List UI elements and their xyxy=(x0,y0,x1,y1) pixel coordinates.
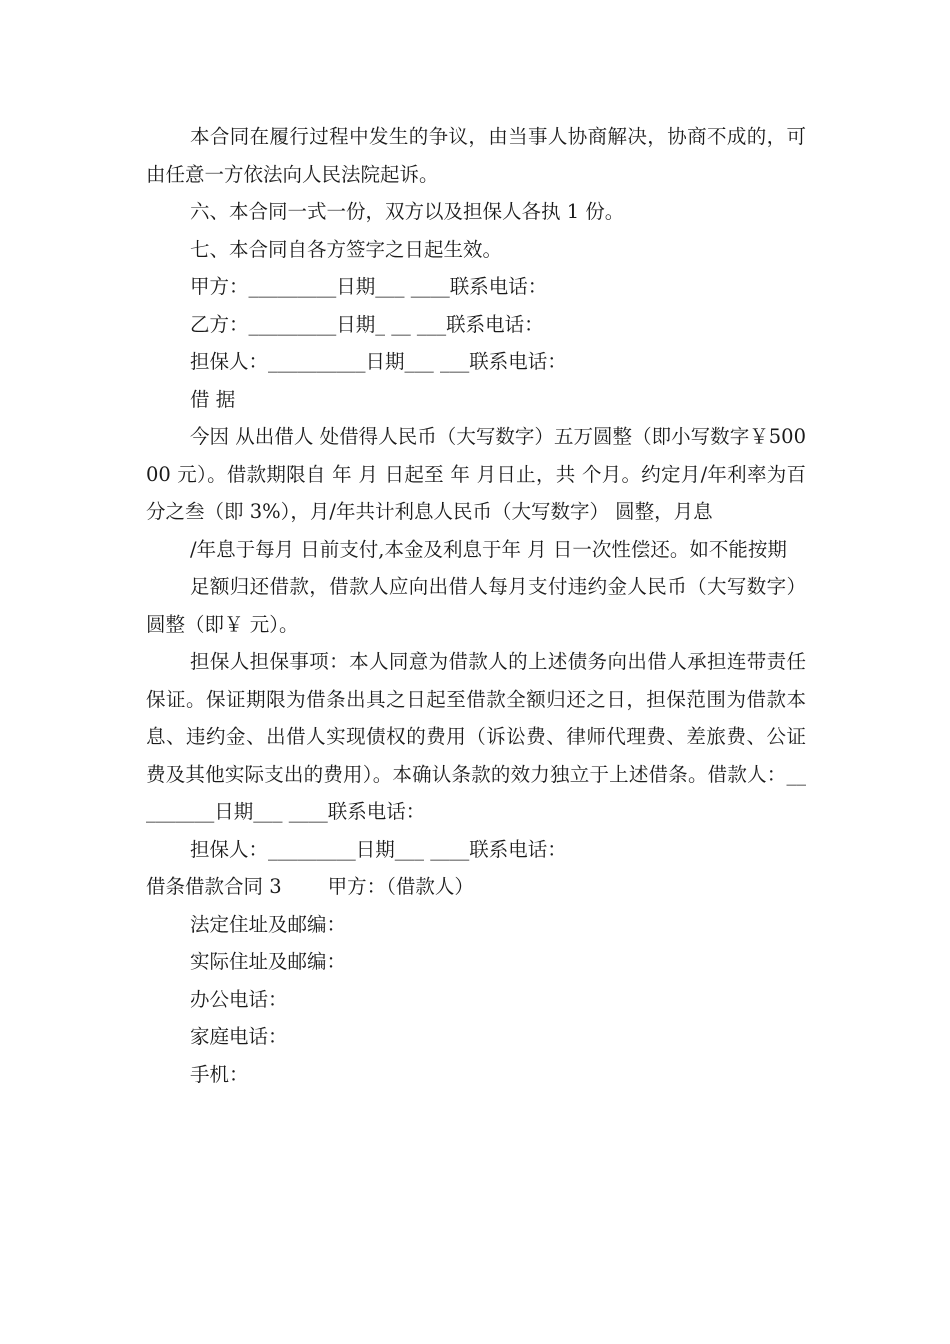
effective-clause: 七、本合同自各方签字之日起生效。 xyxy=(190,237,503,261)
guarantor-signature-line-2: 担保人：_________日期___ ____联系电话： xyxy=(190,837,567,861)
dispute-clause: 本合同在履行过程中发生的争议，由当事人协商解决，协商不成的，可由任意一方依法向人民法院起诉。 xyxy=(146,125,806,186)
party-a-signature-line: 甲方：_________日期___ ____联系电话： xyxy=(190,275,548,298)
contract-3-title: 借条借款合同 3 xyxy=(146,875,282,898)
legal-address-field: 法定住址及邮编： xyxy=(190,912,347,936)
mobile-phone-field: 手机： xyxy=(190,1062,249,1086)
iou-default-penalty: 足额归还借款，借款人应向出借人每月支付违约金人民币（大写数字）圆整（即￥ 元）。 xyxy=(146,575,806,636)
iou-interest-payment: /年息于每月 日前支付,本金及利息于年 月 日一次性偿还。如不能按期 xyxy=(190,537,787,561)
iou-body: 今因 从出借人 处借得人民币（大写数字）五万圆整（即小写数字￥50000 元）。借款期限自 年 月 日起至 年 月日止，共 个月。约定月/年利率为百分之叁（即 3%），月/年共计利息人民币（大写数字） 圆整，月息 xyxy=(146,425,806,523)
document-page xyxy=(146,118,806,1093)
copies-clause: 六、本合同一式一份，双方以及担保人各执 1 份。 xyxy=(190,200,625,223)
contract-3-heading-line xyxy=(146,868,806,906)
office-phone-field: 办公电话： xyxy=(190,987,288,1011)
actual-address-field: 实际住址及邮编： xyxy=(190,950,347,973)
party-b-signature-line: 乙方：_________日期_ __ ___联系电话： xyxy=(190,312,544,336)
party-a-borrower-label: 甲方：（借款人） xyxy=(327,875,474,898)
guarantee-clause: 担保人担保事项：本人同意为借款人的上述债务向出借人承担连带责任保证。保证期限为借条出具之日起至借款全额归还之日，担保范围为借款本息、违约金、出借人实现债权的费用（诉讼费、律师代理费、差旅费、公证费及其他实际支出的费用）。本确认条款的效力独立于上述借条。借款人：_________日期___ ____联系电话： xyxy=(146,650,806,823)
guarantor-signature-line: 担保人：__________日期___ ___联系电话： xyxy=(190,350,567,373)
home-phone-field: 家庭电话： xyxy=(190,1025,288,1048)
iou-title: 借 据 xyxy=(190,387,236,411)
